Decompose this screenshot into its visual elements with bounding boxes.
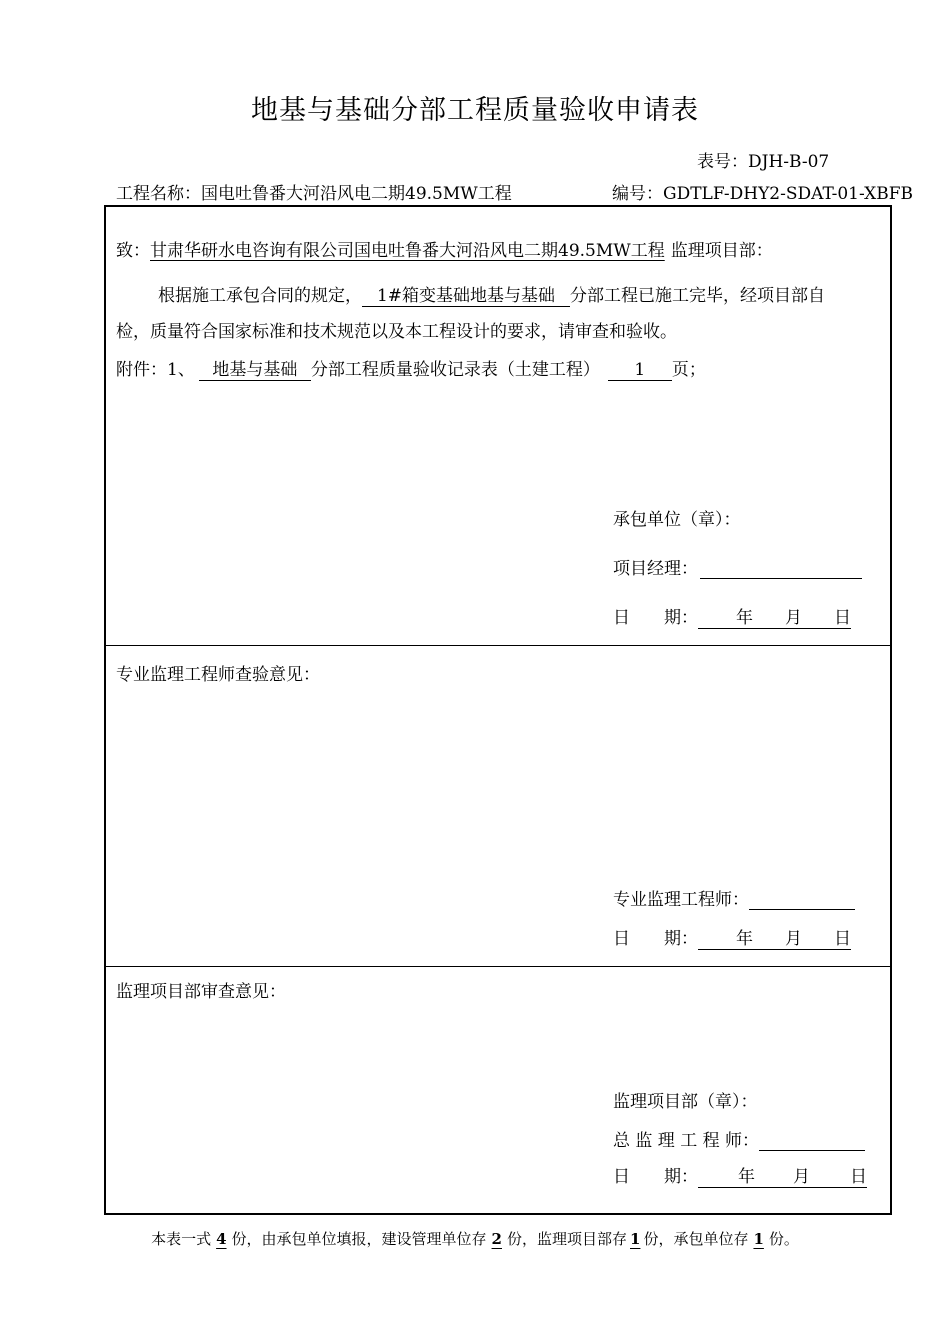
project-manager-signature-field[interactable] — [700, 558, 862, 579]
note-text: 份，承包单位存 — [643, 1230, 749, 1248]
form-number-label: 表号： — [697, 152, 748, 172]
month-label: 月 — [785, 929, 802, 949]
attachment-prefix: 附件：1、 — [116, 360, 195, 380]
engineer-label: 专业监理工程师： — [613, 890, 749, 910]
addressee-suffix: 监理项目部： — [670, 241, 773, 261]
form-number-value: DJH-B-07 — [748, 152, 830, 172]
subproject-name-field: 1#箱变基础地基与基础 — [362, 281, 570, 307]
day-label: 日 — [834, 608, 851, 628]
chief-engineer-label: 总 监 理 工 程 师： — [613, 1131, 760, 1151]
copies-supervisor: 1 — [630, 1230, 641, 1248]
project-manager-line — [613, 554, 862, 579]
addressee-line — [116, 236, 773, 261]
engineer-date-line — [613, 924, 851, 950]
contractor-seal-label: 承包单位（章）： — [613, 510, 741, 530]
department-review-heading: 监理项目部审查意见： — [116, 982, 286, 1002]
document-code — [612, 179, 913, 204]
attachment-suffix: 页； — [671, 360, 706, 380]
paragraph-suffix: 分部工程已施工完毕，经项目部自 — [570, 286, 825, 306]
document-code-label: 编号： — [612, 184, 663, 204]
month-label: 月 — [793, 1167, 810, 1187]
application-paragraph-line2: 检，质量符合国家标准和技术规范以及本工程设计的要求，请审查和验收。 — [116, 322, 677, 342]
attachment-pages-field: 1 — [608, 360, 672, 381]
note-text: 份，监理项目部存 — [506, 1230, 627, 1248]
year-label: 年 — [736, 929, 753, 949]
note-text: 份，由承包单位填报，建设管理单位存 — [231, 1230, 487, 1248]
addressee-org: 甘肃华研水电咨询有限公司国电吐鲁番大河沿风电二期49.5MW工程 — [150, 241, 665, 261]
date-label: 日 期： — [613, 929, 698, 949]
engineer-opinion-heading: 专业监理工程师查验意见： — [116, 665, 320, 685]
date-label: 日 期： — [613, 608, 698, 628]
attachment-line — [116, 355, 706, 381]
application-paragraph-line1 — [158, 281, 825, 307]
attachment-middle: 分部工程质量验收记录表（土建工程） — [310, 360, 600, 380]
chief-engineer-signature-field[interactable] — [759, 1130, 865, 1151]
addressee-prefix: 致： — [116, 241, 150, 261]
contractor-date-field[interactable] — [698, 603, 851, 629]
project-name — [116, 179, 512, 204]
department-date-line — [613, 1162, 867, 1188]
day-label: 日 — [834, 929, 851, 949]
note-text: 本表一式 — [151, 1230, 212, 1248]
year-label: 年 — [736, 608, 753, 628]
month-label: 月 — [785, 608, 802, 628]
document-code-value: GDTLF-DHY2-SDAT-01-XBFB — [663, 184, 914, 204]
copies-owner: 2 — [491, 1230, 502, 1248]
project-manager-label: 项目经理： — [613, 559, 698, 579]
year-label: 年 — [738, 1167, 755, 1187]
form-title: 地基与基础分部工程质量验收申请表 — [251, 95, 699, 126]
attachment-item-field: 地基与基础 — [199, 355, 311, 381]
date-label: 日 期： — [613, 1167, 698, 1187]
section-divider — [104, 645, 892, 646]
chief-engineer-line — [613, 1126, 865, 1151]
engineer-date-field[interactable] — [698, 924, 851, 950]
distribution-note — [0, 1228, 950, 1249]
paragraph-prefix: 根据施工承包合同的规定， — [158, 286, 362, 306]
note-text: 份。 — [768, 1230, 799, 1248]
department-seal-label: 监理项目部（章）： — [613, 1092, 758, 1112]
section-divider — [104, 966, 892, 967]
engineer-signature-field[interactable] — [749, 889, 855, 910]
engineer-signature-line — [613, 885, 855, 910]
contractor-date-line — [613, 603, 851, 629]
copies-total: 4 — [216, 1230, 227, 1248]
copies-contractor: 1 — [753, 1230, 764, 1248]
project-name-value: 国电吐鲁番大河沿风电二期49.5MW工程 — [201, 184, 512, 204]
day-label: 日 — [850, 1167, 867, 1187]
project-name-label: 工程名称： — [116, 184, 201, 204]
department-date-field[interactable] — [698, 1162, 867, 1188]
form-number — [697, 147, 829, 172]
